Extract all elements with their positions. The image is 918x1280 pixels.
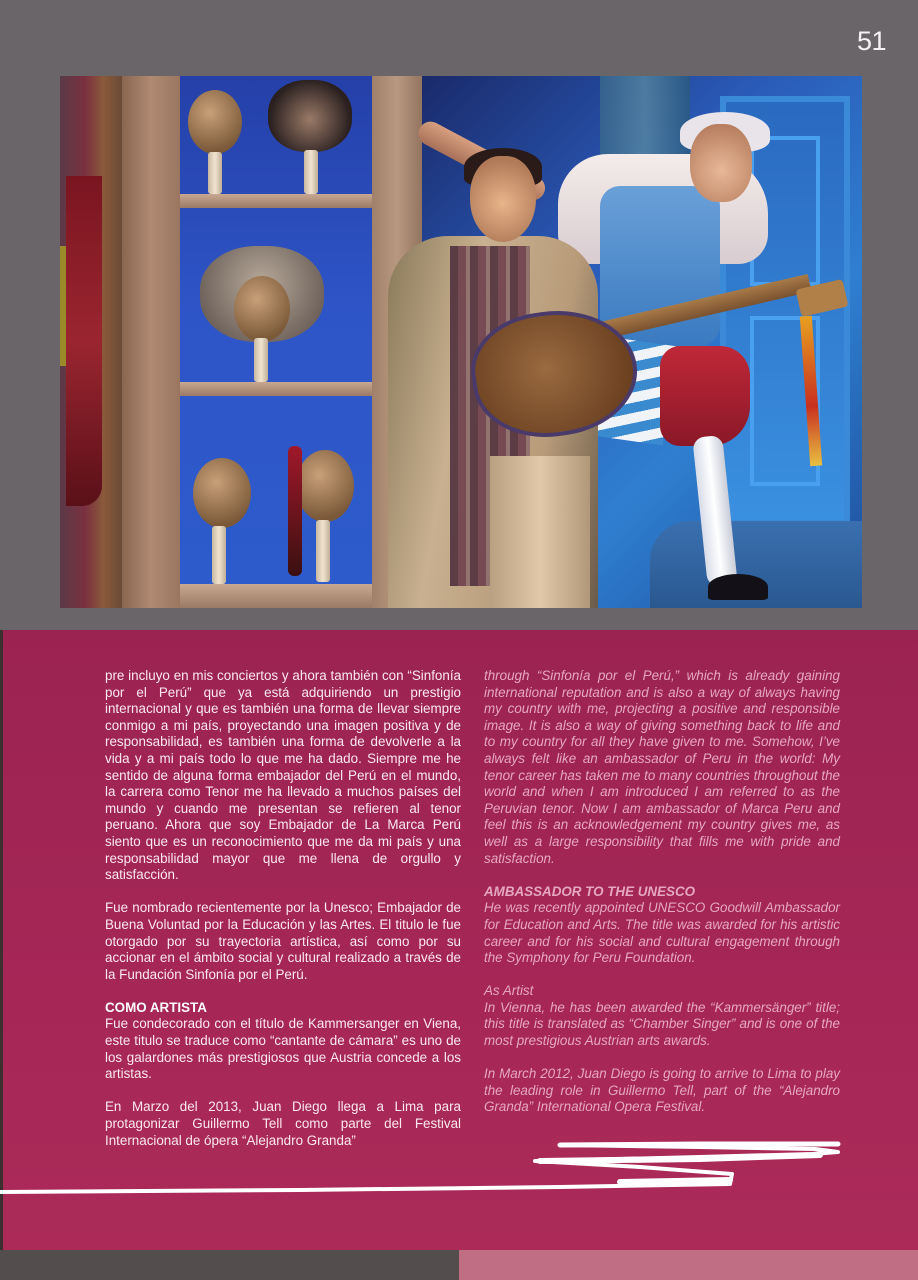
cabinet-shelf [180,194,372,208]
singer-head [470,156,536,242]
page-number: 51 [856,26,886,56]
english-paragraph: In March 2012, Juan Diego is going to arrive to Lima to play the leading role in Guillermo Tell, part of the “Alejandro Granda” International Opera Festival. [484,1066,840,1115]
english-column [484,668,840,1133]
actor-breeches [660,346,750,446]
spanish-paragraph: pre incluyo en mis conciertos y ahora también con “Sinfonía por el Perú” que ya está adquiriendo un prestigio internacional y que es también una forma de llevar siempre conmigo a mi país, proyectando una imagen positiva y de responsabilidad, es también una forma de devolverle a la vida y a mi país todo lo que me ha dado. Siempre me he sentido de alguna forma embajador del Perú en el mundo, la carrera como Tenor me ha llevado a muchos países del mundo y cuando me presentan se refieren al tenor peruano. Ahora que soy Embajador de La Marca Perú siento que es un reconocimiento que me da mi país y una responsabilidad mayor que me llena de orgullo y satisfacción. [105,668,461,883]
cabinet-shelf [180,584,372,608]
wig-stand [254,338,268,382]
footer-band-right [459,1250,918,1280]
unesco-heading-en: AMBASSADOR TO THE UNESCO [484,883,696,899]
wig-head [296,450,354,522]
red-curtain [66,176,102,506]
footer-band-left [0,1250,459,1280]
cabinet-door [122,76,180,608]
spanish-paragraph: Fue condecorado con el título de Kammersanger en Viena, este titulo se traduce como “cantante de cámara” es uno de los galardones más prestigiosos que Austria concede a los artistas. [105,1016,461,1082]
actor-head [690,124,752,202]
wig-head [234,276,290,342]
singer-pants [490,456,590,608]
wig-stand [304,150,318,194]
wig-stand [316,520,330,582]
cabinet-shelf [180,382,372,396]
wig-stand [208,152,222,194]
spanish-paragraph: En Marzo del 2013, Juan Diego llega a Lima para protagonizar Guillermo Tell como parte del Festival Internacional de ópera “Alejandro Granda” [105,1099,461,1148]
english-paragraph: through “Sinfonía por el Perú,” which is already gaining international reputation and is also a way of always having my country with me, projecting a positive and responsible image. It is also a way of giving something back to life and to my country for all they have given to me. Somehow, I’ve always felt like an ambassador of Peru in the world: My tenor career has taken me to many countries throughout the world and when I am introduced I am referred to as the Peruvian tenor. Now I am ambassador of Marca Peru and feel this is an acknowledgement my country gives me, as well as a large responsibility that fills me with pride and satisfaction. [484,668,840,866]
artist-heading-en: As Artist [484,983,534,999]
wig-head [188,90,242,154]
english-paragraph: In Vienna, he has been awarded the “Kammersänger” title; this title is translated as “Chamber Singer” and is one of the most prestigious Austrian arts awards. [484,999,840,1049]
stage-photo [60,76,862,608]
artist-heading-es: COMO ARTISTA [105,999,207,1015]
wig-head [193,458,251,528]
english-paragraph: He was recently appointed UNESCO Goodwill Ambassador for Education and Arts. The title was awarded for his artistic career and for his social and cultural engagement through the Symphony for Peru Foundation. [484,900,840,966]
wig-head [268,80,352,152]
article-panel [0,630,918,1250]
wig-stand [212,526,226,584]
spanish-column [105,668,461,1166]
actor-shoe [708,574,768,600]
signature-scribble [0,1130,918,1210]
braid [288,446,302,576]
spanish-paragraph: Fue nombrado recientemente por la Unesco; Embajador de Buena Voluntad por la Educación y las Artes. El titulo le fue otorgado por su trayectoria artística, así como por su accionar en el ámbito social y cultural realizado a través de la Fundación Sinfonía por el Perú. [105,900,461,982]
